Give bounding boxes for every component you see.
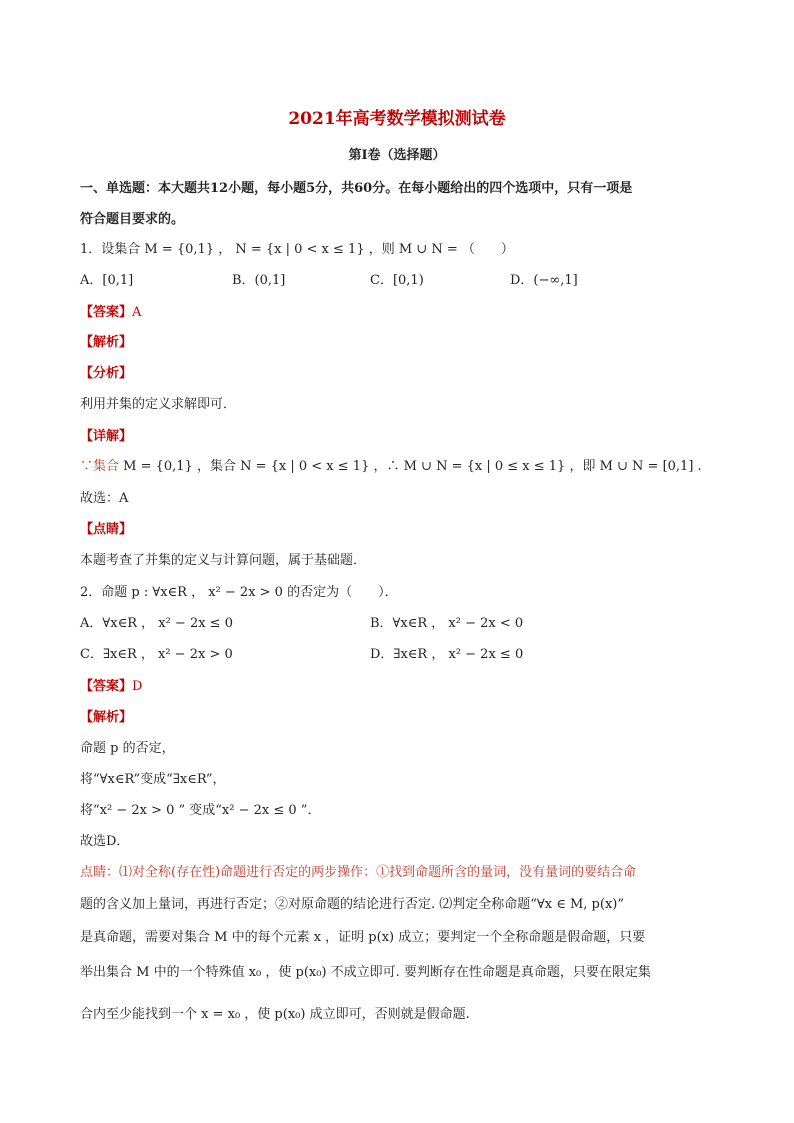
- q2-analysis-line2: 将“∀x∈R”变成“∃x∈R”，: [80, 772, 226, 787]
- q1-answer-tag: 【答案】: [80, 305, 133, 320]
- q2-option-c: C．∃x∈R ， x² − 2x > 0: [80, 647, 233, 662]
- q1-answer-line: [80, 301, 141, 320]
- q2-note-line4: 举出集合 M 中的一个特殊值 x₀ ，使 p(x₀) 不成立即可. 要判断存在性命题是真命题，只要在限定集: [80, 965, 651, 980]
- q2-note-line2: 题的含义加上量词，再进行否定；②对原命题的结论进行否定. ⑵判定全称命题“∀x ∈ M, p(x)”: [80, 897, 624, 912]
- q2-answer-line: [80, 675, 142, 694]
- q2-option-a: A．∀x∈R ， x² − 2x ≤ 0: [80, 616, 233, 631]
- q1-detail-tag: 【详解】: [80, 429, 133, 444]
- q2-answer: D: [132, 679, 143, 694]
- q1-comment-text: 本题考查了并集的定义与计算问题，属于基础题．: [80, 553, 367, 568]
- q1-detail-text: [80, 455, 702, 474]
- section-instructions-line2: 符合题目要求的。: [80, 212, 185, 227]
- q1-answer: A: [132, 305, 142, 320]
- q1-option-b: B．(0,1]: [232, 273, 286, 288]
- section-instructions-line1: 一、单选题：本大题共12小题，每小题5分，共60分。在每小题给出的四个选项中，只有一项是: [80, 181, 633, 196]
- q1-option-c: C．[0,1): [370, 273, 424, 288]
- q1-detail-body: M = {0,1} ，集合 N = {x | 0 < x ≤ 1} ，∴ M ∪ N = {x | 0 ≤ x ≤ 1} ，即 M ∪ N = [0,1] .: [119, 459, 702, 474]
- q1-choose: 故选：A: [80, 491, 129, 506]
- q2-choose: 故选D．: [80, 834, 130, 849]
- section-subtitle: 第Ⅰ卷（选择题）: [348, 148, 446, 163]
- q1-detail-because: ∵集合: [80, 459, 120, 474]
- q1-stem: 1．设集合 M = {0,1} ， N = {x | 0 < x ≤ 1} ，则 M ∪ N = （ ）: [80, 242, 514, 257]
- q2-note-line3: 是真命题，需要对集合 M 中的每个元素 x ，证明 p(x) 成立；要判定一个全称命题是假命题，只要: [80, 930, 646, 945]
- q2-analysis-tag: 【解析】: [80, 710, 133, 725]
- page-title: 2021年高考数学模拟测试卷: [288, 109, 506, 129]
- q1-option-a: A．[0,1]: [80, 273, 134, 288]
- q1-comment-tag: 【点睛】: [80, 522, 133, 537]
- q2-note-line1: 点睛：⑴对全称(存在性)命题进行否定的两步操作：①找到命题所含的量词，没有量词的要结合命: [80, 865, 637, 880]
- q2-answer-tag: 【答案】: [80, 679, 133, 694]
- q2-option-d: D．∃x∈R ， x² − 2x ≤ 0: [370, 647, 524, 662]
- q2-analysis-line3: 将“x² − 2x > 0 ” 变成“x² − 2x ≤ 0 ”．: [80, 803, 321, 818]
- q2-stem: 2．命题 p : ∀x∈R ， x² − 2x > 0 的否定为（ ）．: [80, 585, 398, 600]
- q1-analysis-tag: 【解析】: [80, 335, 133, 350]
- q2-note-line5: 合内至少能找到一个 x = x₀ ，使 p(x₀) 成立即可，否则就是假命题.: [80, 1007, 470, 1022]
- q1-option-d: D．(−∞,1]: [510, 273, 578, 288]
- q2-option-b: B．∀x∈R ， x² − 2x < 0: [370, 616, 524, 631]
- q2-analysis-line1: 命题 p 的否定，: [80, 741, 175, 756]
- q1-fenxi-text: 利用并集的定义求解即可．: [80, 397, 237, 412]
- q1-fenxi-tag: 【分析】: [80, 366, 133, 381]
